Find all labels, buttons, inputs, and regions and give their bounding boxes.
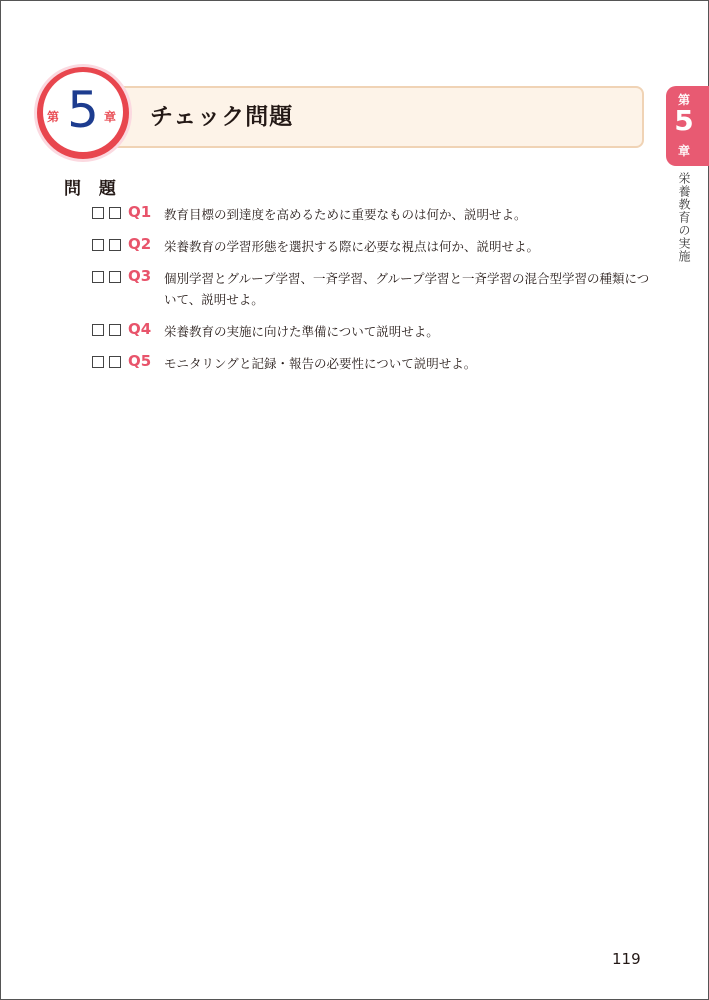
checkbox[interactable]	[109, 356, 121, 368]
checkbox-group	[92, 271, 126, 290]
chapter-suffix: 章	[104, 110, 117, 124]
question-label: Q4	[128, 320, 152, 338]
checkbox[interactable]	[109, 271, 121, 283]
question-text: 栄養教育の学習形態を選択する際に必要な視点は何か、説明せよ。	[164, 239, 540, 254]
question-item	[92, 204, 652, 225]
question-label: Q3	[128, 267, 152, 285]
question-text: モニタリングと記録・報告の必要性について説明せよ。	[164, 356, 477, 371]
section-heading: 問 題	[64, 179, 122, 199]
checkbox[interactable]	[92, 207, 104, 219]
question-text: 教育目標の到達度を高めるために重要なものは何か、説明せよ。	[164, 207, 527, 222]
checkbox[interactable]	[109, 207, 121, 219]
checkbox-group	[92, 356, 126, 375]
checkbox[interactable]	[109, 324, 121, 336]
side-tab-suffix: 章	[677, 144, 690, 158]
question-label: Q2	[128, 235, 152, 253]
checkbox[interactable]	[92, 239, 104, 251]
question-item	[92, 268, 652, 310]
side-tab-number: 5	[674, 104, 694, 137]
question-item	[92, 353, 652, 374]
checkbox[interactable]	[109, 239, 121, 251]
question-text: 栄養教育の実施に向けた準備について説明せよ。	[164, 324, 439, 339]
chapter-number: 5	[67, 81, 99, 139]
chapter-title: チェック問題	[150, 104, 294, 130]
checkbox[interactable]	[92, 271, 104, 283]
checkbox[interactable]	[92, 324, 104, 336]
checkbox-group	[92, 239, 126, 258]
side-tab-prefix: 第	[677, 93, 690, 107]
question-text: 個別学習とグループ学習、一斉学習、グループ学習と一斉学習の混合型学習の種類について、説明せよ。	[164, 271, 650, 307]
question-label: Q1	[128, 203, 152, 221]
side-section-title: 栄養教育の実施	[677, 172, 691, 263]
question-item	[92, 236, 652, 257]
page-number: 119	[612, 950, 641, 968]
chapter-prefix: 第	[47, 110, 60, 124]
checkbox-group	[92, 324, 126, 343]
question-item	[92, 321, 652, 342]
checkbox-group	[92, 207, 126, 226]
question-label: Q5	[128, 352, 152, 370]
question-list	[92, 204, 652, 385]
checkbox[interactable]	[92, 356, 104, 368]
